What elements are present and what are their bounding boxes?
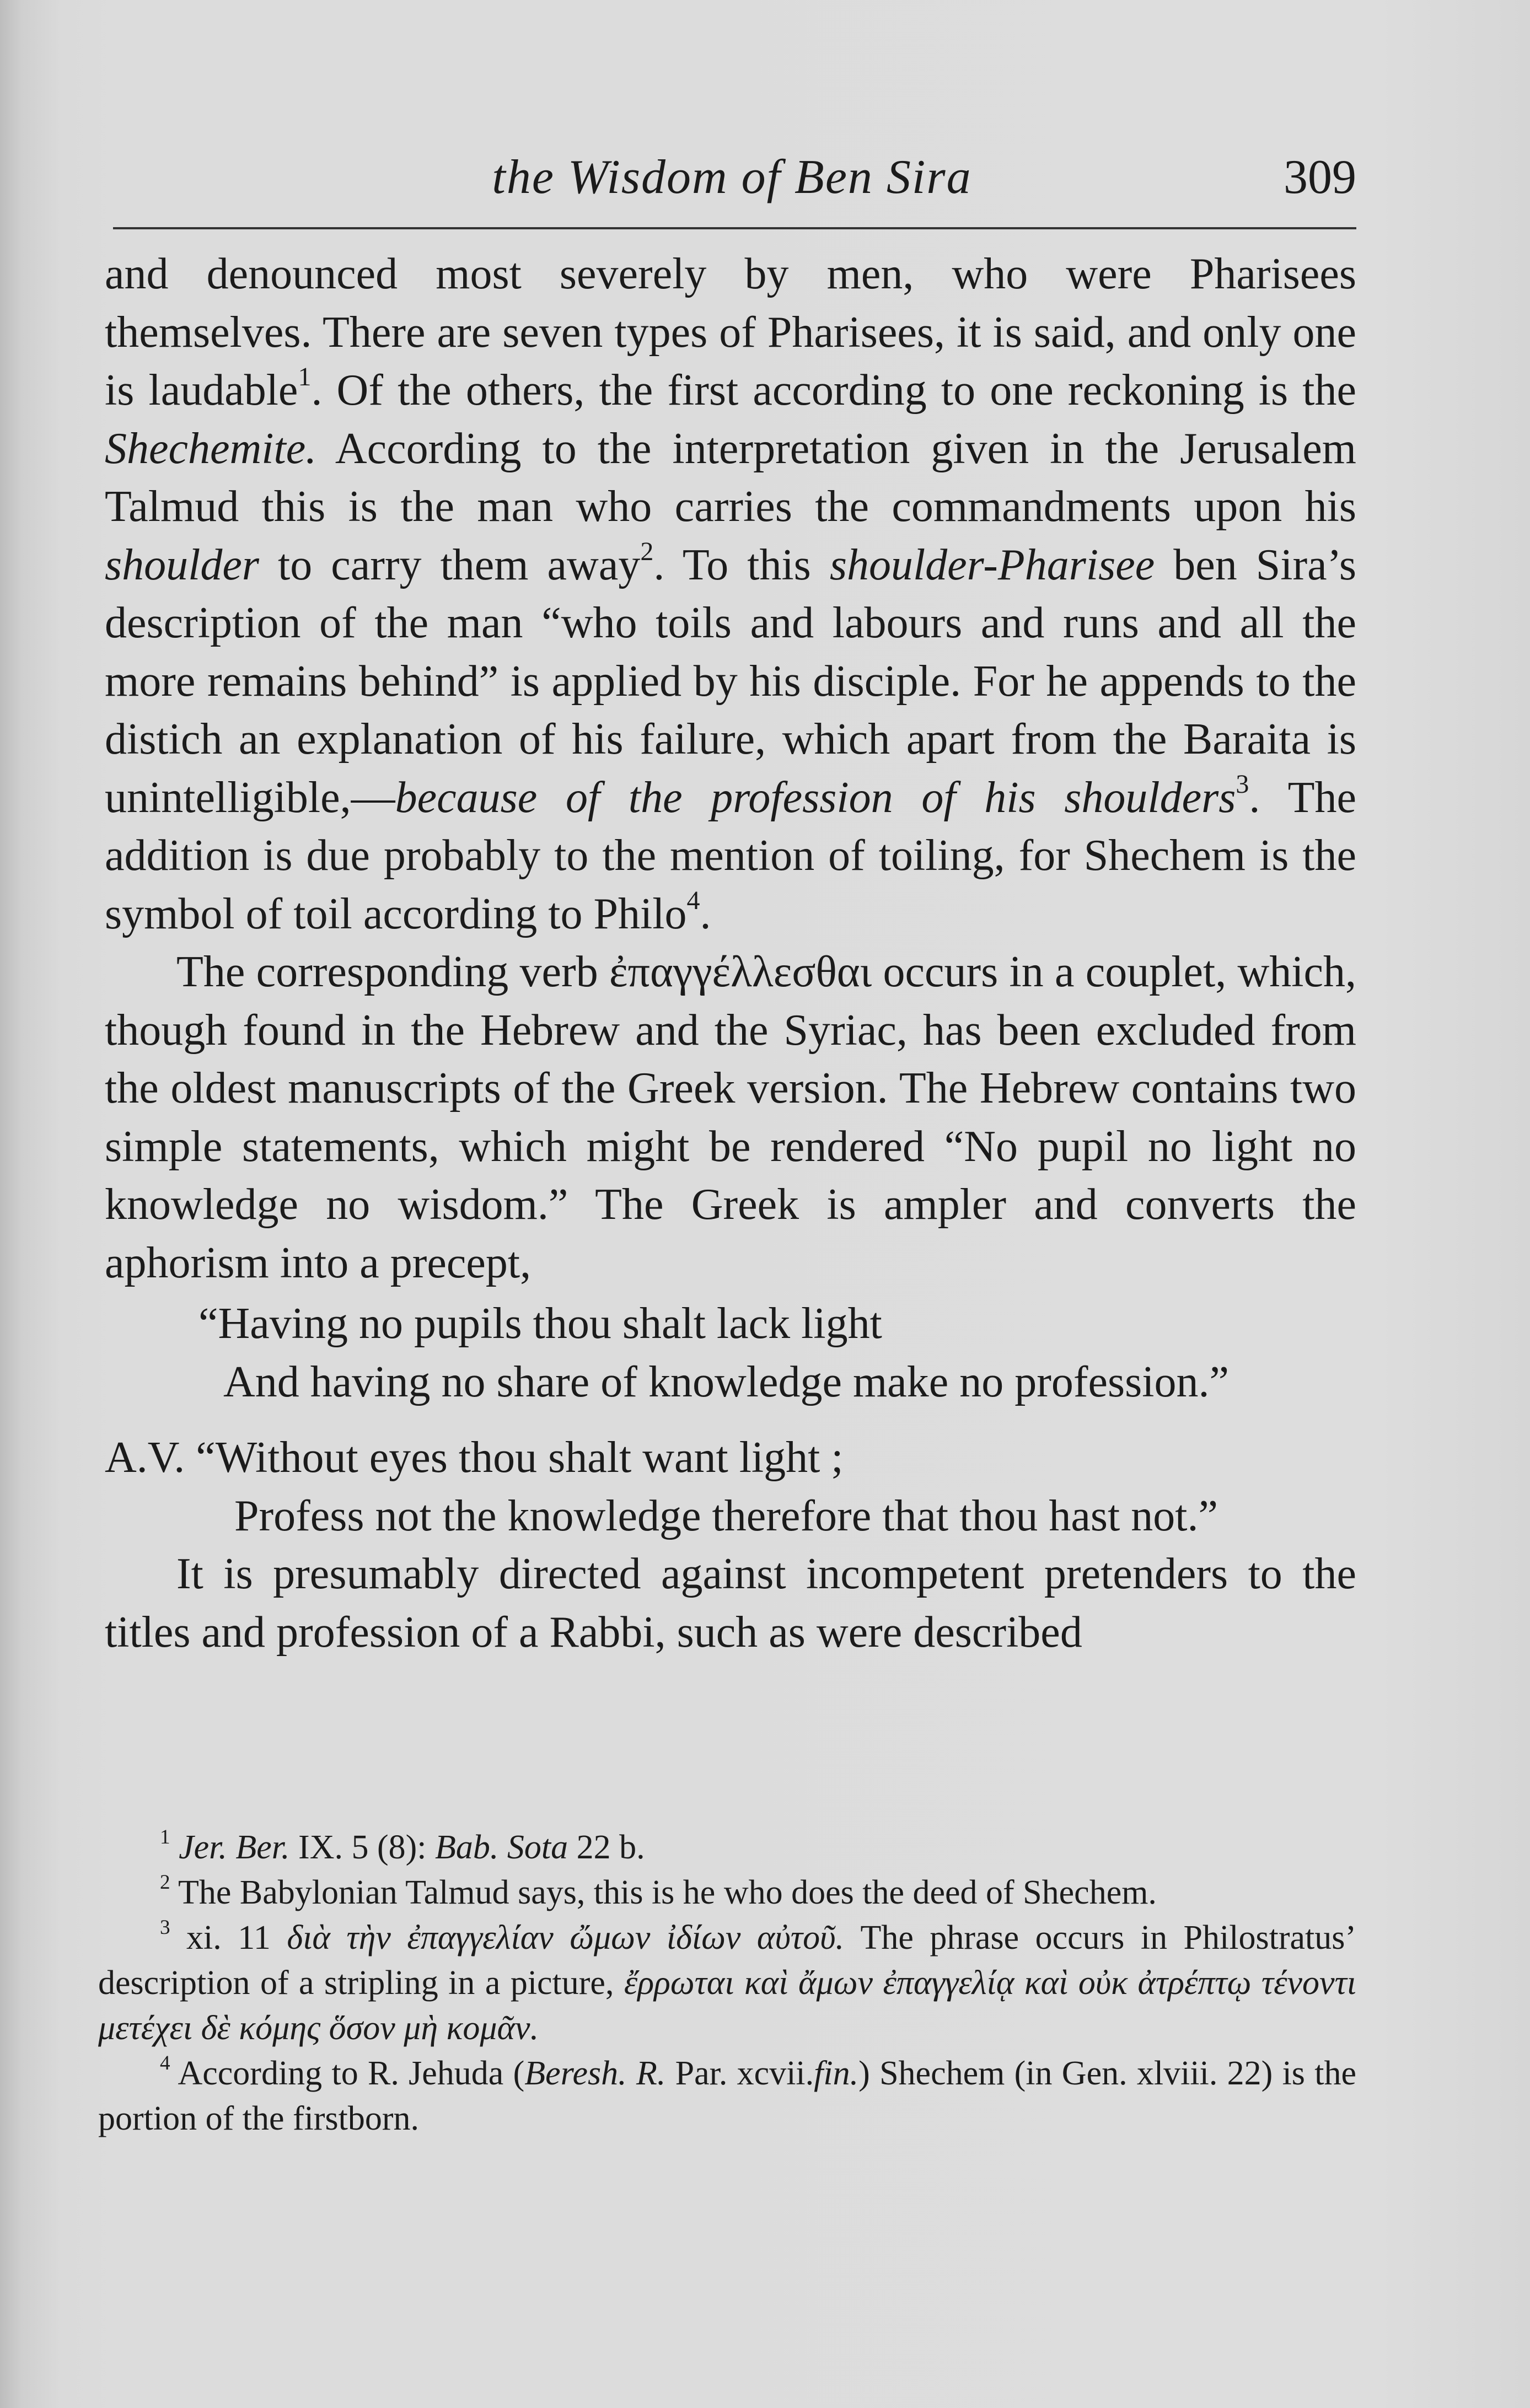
footnote-ref-4: 4 bbox=[686, 885, 700, 915]
footnote-1: $^1$ Jer. Ber. IX. 5 (8): Bab. Sota 22 b. bbox=[160, 1825, 645, 1866]
main-text bbox=[105, 245, 1356, 1662]
emphasis-because: because of the profession of his shoulders bbox=[395, 773, 1236, 822]
paragraph-2: The corresponding verb ἐπαγγέλλεσθαι occurs in a couplet, which, though found in the Hebrew and the Syriac, has been excluded from the oldest manuscripts of the Greek version. The Hebrew contains two simple statements, which might be rendered “No pupil no light no knowledge no wisdom.” The Greek is ampler and converts the aphorism into a precept, bbox=[105, 948, 1356, 1287]
paragraph-3: It is presumably directed against incompetent pretenders to the titles and profession of a Rabbi, such as were described bbox=[105, 1550, 1356, 1657]
av-line-1: A.V. “Without eyes thou shalt want light ; bbox=[105, 1433, 844, 1482]
footnote-ref-2: 2 bbox=[640, 536, 654, 566]
footnote-ref-3: 3 bbox=[1236, 769, 1249, 799]
emphasis-shechemite: Shechemite. bbox=[105, 424, 317, 473]
footnote-3: $^3$ xi. 11 διὰ τὴν ἐπαγγελίαν ὤμων ἰδίων αὐτοῦ. The phrase occurs in Philostratus’ description of a stripling in a picture, ἔρρωται καὶ ἄμων ἐπαγγελίᾳ καὶ οὐκ ἀτρέπτῳ τένοντι μετέχει δὲ κόμης ὅσον μὴ κομᾶν. bbox=[98, 1916, 1356, 2047]
running-title: the Wisdom of Ben Sira bbox=[492, 150, 972, 204]
av-quote bbox=[105, 1429, 1356, 1545]
footnotes bbox=[98, 1825, 1356, 2141]
header-rule bbox=[113, 227, 1356, 229]
av-line-2: Profess not the knowledge therefore that thou hast not.” bbox=[234, 1491, 1218, 1540]
footnote-ref-1: 1 bbox=[298, 362, 312, 392]
page-number: 309 bbox=[1284, 150, 1356, 204]
paragraph-1: and denounced most severely by men, who were Pharisees themselves. There are seven types of Pharisees, it is said, and only one is laudable$^1$. Of the others, the first according to one reckoning is the Shechemite. According to the interpretation given in the Jerusalem Talmud this is the man who carries the commandments upon his shoulder to carry them away$^2$. To this shoulder-Pharisee ben Sira’s description of the man “who toils and labours and runs and all the more remains behind” is applied by his disciple. For he appends to the distich an explanation of his failure, which apart from the Baraita is unintelligible,—because of the profession of his shoulders$^3$. The addition is due probably to the mention of toiling, for Shechem is the symbol of toil according to Philo$^4$. bbox=[105, 250, 1357, 938]
page-header bbox=[108, 144, 1356, 211]
quote-line-1: “Having no pupils thou shalt lack light bbox=[198, 1299, 882, 1348]
emphasis-shoulder: shoulder bbox=[105, 540, 259, 589]
greek-verb: ἐπαγγέλλεσθαι bbox=[609, 948, 872, 996]
greek-quote bbox=[105, 1295, 1356, 1411]
footnote-4: $^4$ According to R. Jehuda (Beresh. R. Par. xcvii.fin.) Shechem (in Gen. xlviii. 22) is the portion of the firstborn. bbox=[98, 2051, 1356, 2137]
greek-phrase-1: διὰ τὴν ἐπαγγελίαν ὤμων ἰδίων αὐτοῦ. bbox=[287, 1919, 845, 1957]
quote-line-2: And having no share of knowledge make no profession.” bbox=[223, 1357, 1229, 1406]
emphasis-shoulder-pharisee: shoulder-Pharisee bbox=[829, 540, 1155, 589]
footnote-2: $^2$ The Babylonian Talmud says, this is he who does the deed of Shechem. bbox=[160, 1871, 1157, 1911]
greek-phrase-2: ἔρρωται καὶ ἄμων ἐπαγγελίᾳ καὶ οὐκ ἀτρέπτῳ τένοντι μετέχει δὲ κόμης ὅσον μὴ κομᾶν. bbox=[98, 1964, 1356, 2047]
